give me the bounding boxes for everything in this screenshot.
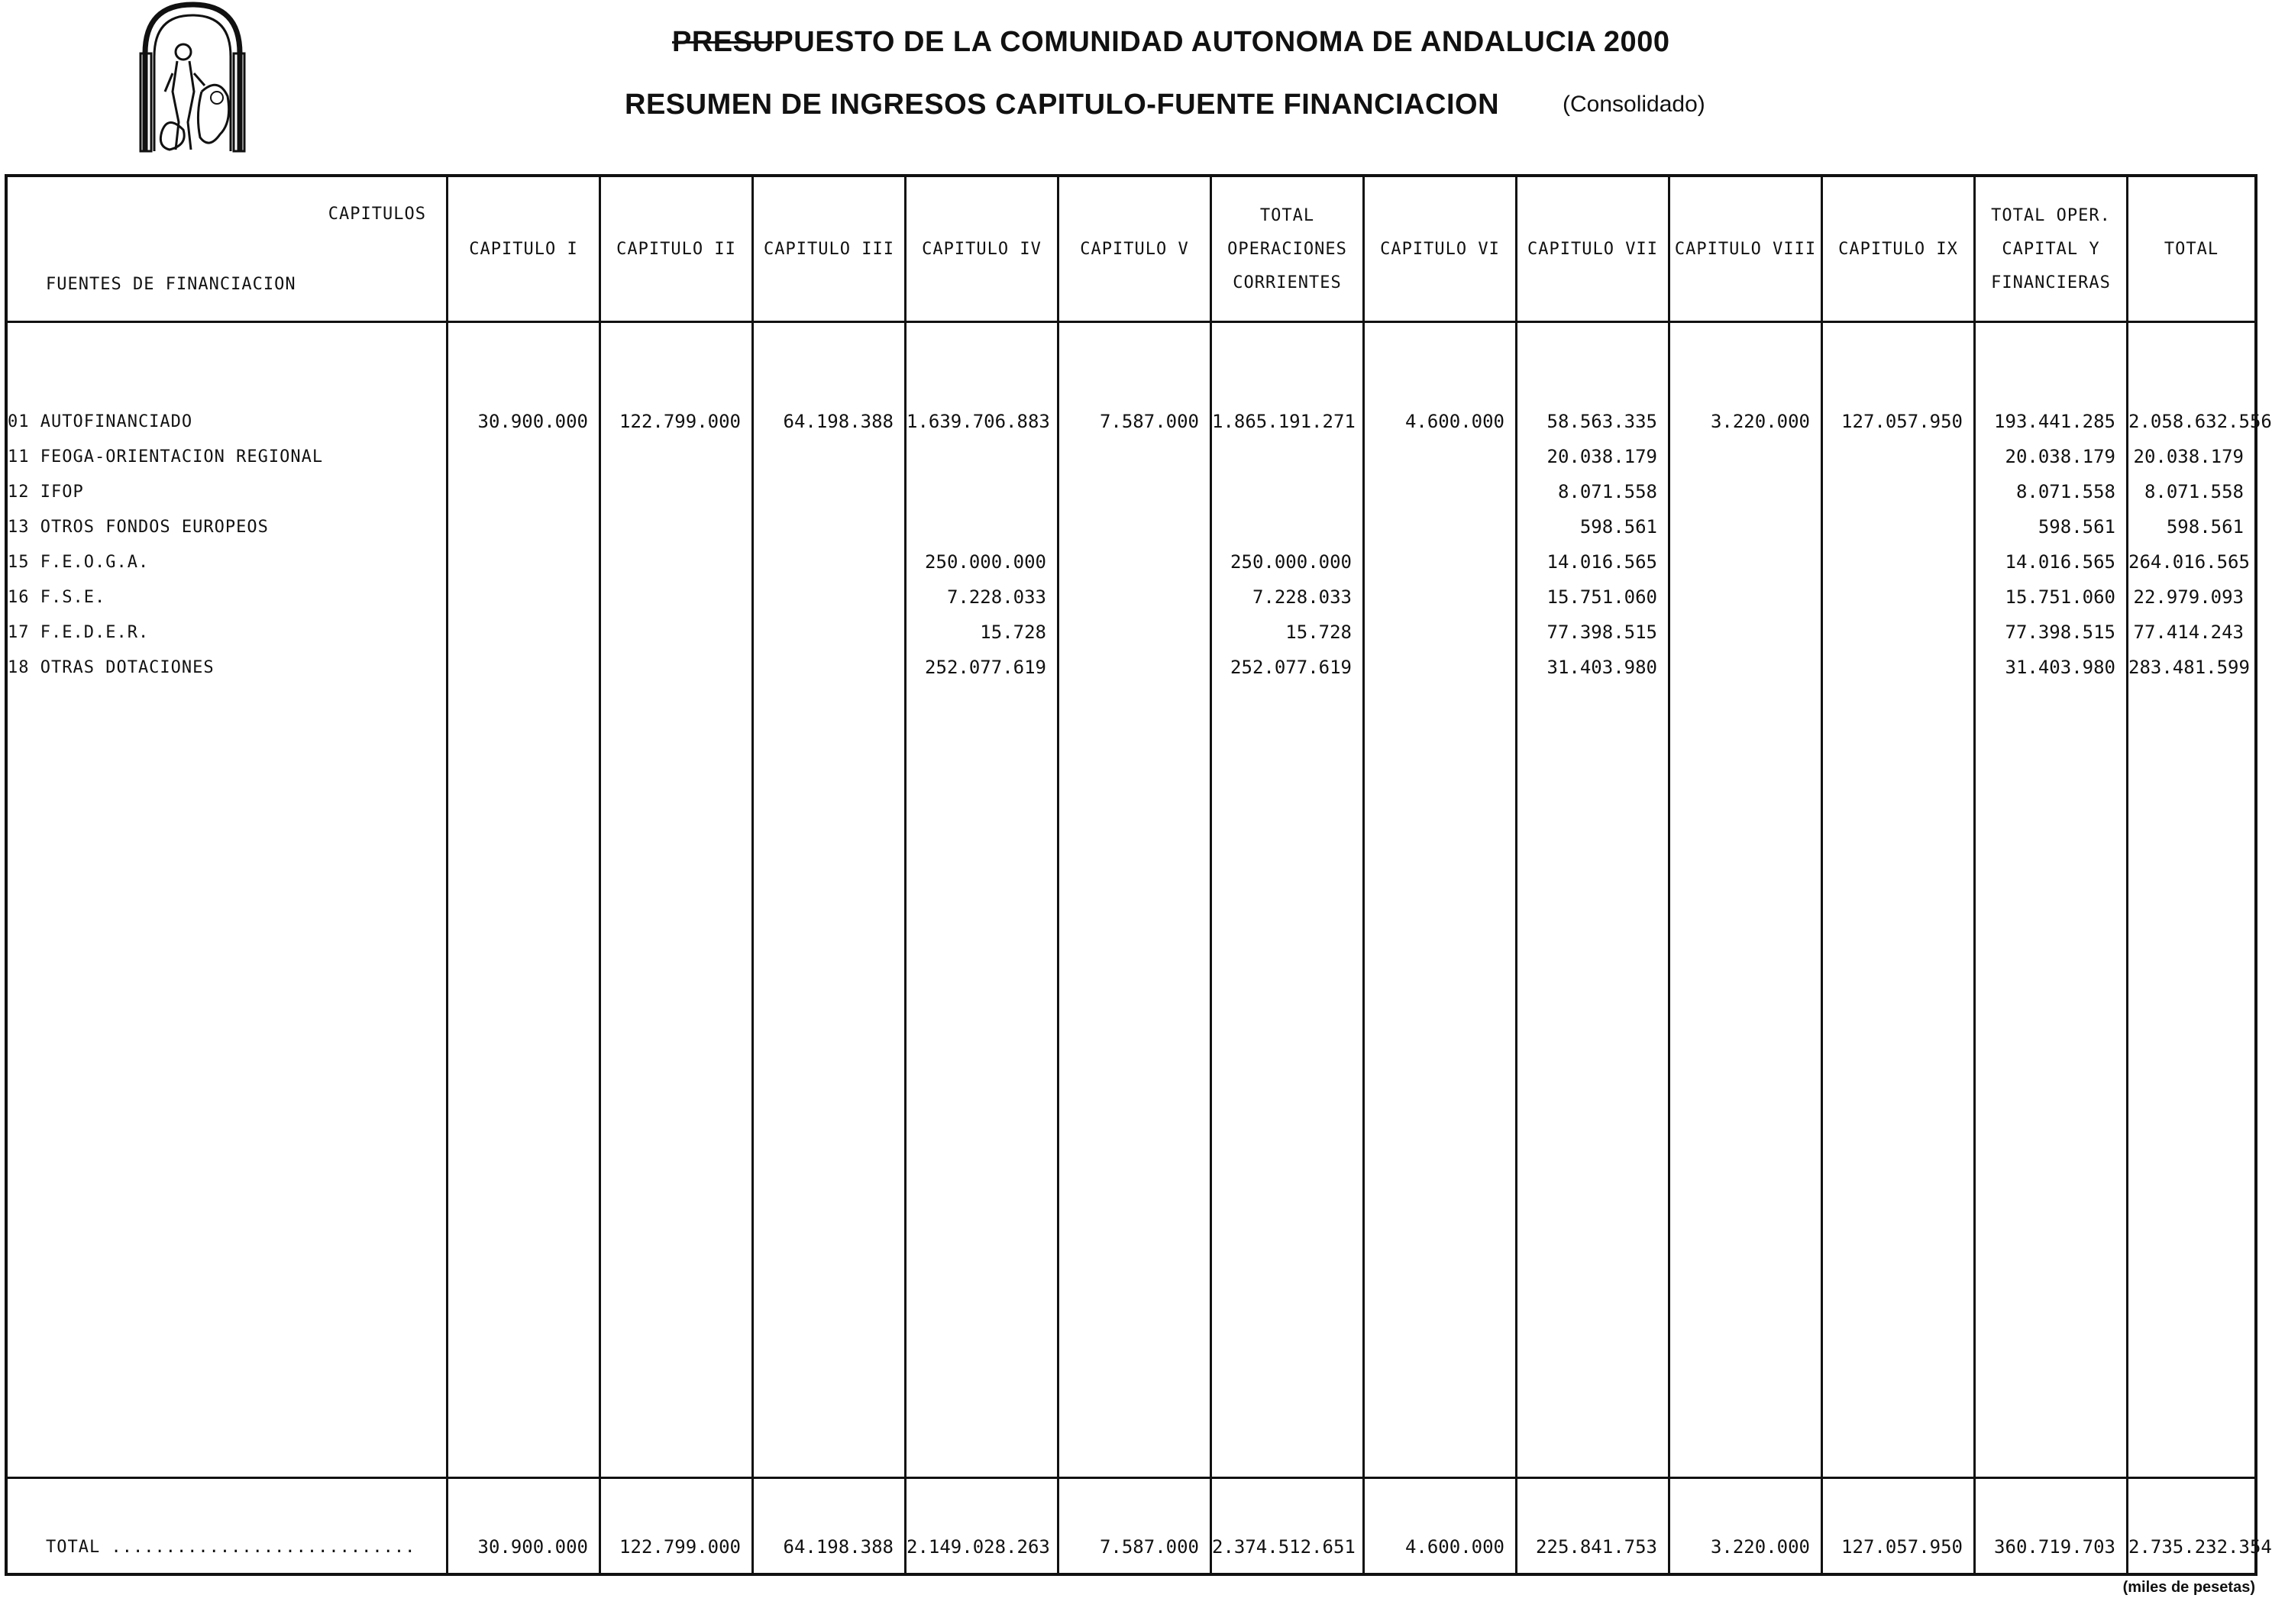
- column-header: TOTAL OPER. CAPITAL Y FINANCIERAS: [1991, 206, 2111, 292]
- table-cell: 8.071.558: [2015, 481, 2115, 502]
- column-header: TOTAL: [2164, 240, 2219, 259]
- table-cell: 15.728: [1285, 622, 1352, 643]
- table-cell: 4.600.000: [1404, 411, 1504, 432]
- table-cell: 3.220.000: [1710, 411, 1810, 432]
- row-label: 15 F.E.O.G.A.: [8, 553, 150, 572]
- table-cell: 7.228.033: [946, 586, 1046, 608]
- column-divider: [2126, 177, 2128, 1573]
- row-label: 01 AUTOFINANCIADO: [8, 412, 193, 431]
- table-cell: 127.057.950: [1841, 411, 1963, 432]
- column-header: CAPITULO IV: [922, 240, 1042, 259]
- total-cell: 225.841.753: [1536, 1536, 1657, 1558]
- table-cell: 31.403.980: [1546, 657, 1657, 678]
- table-cell: 1.639.706.883: [907, 411, 1050, 432]
- column-header: CAPITULO II: [616, 240, 736, 259]
- column-divider: [1362, 177, 1365, 1573]
- column-header: CAPITULO VI: [1380, 240, 1500, 259]
- table-cell: 598.561: [1579, 516, 1657, 538]
- table-cell: 598.561: [2038, 516, 2115, 538]
- table-cell: 8.071.558: [2144, 481, 2244, 502]
- total-cell: 122.799.000: [619, 1536, 741, 1558]
- table-cell: 15.728: [980, 622, 1046, 643]
- column-divider: [1973, 177, 1976, 1573]
- table-cell: 1.865.191.271: [1212, 411, 1356, 432]
- table-cell: 8.071.558: [1557, 481, 1657, 502]
- table-cell: 598.561: [2166, 516, 2244, 538]
- row-label: 13 OTROS FONDOS EUROPEOS: [8, 518, 269, 537]
- total-cell: 3.220.000: [1710, 1536, 1810, 1558]
- column-divider: [1057, 177, 1059, 1573]
- column-header: CAPITULO VIII: [1674, 240, 1817, 259]
- row-label: 12 IFOP: [8, 483, 84, 502]
- table-cell: 77.398.515: [2005, 622, 2115, 643]
- table-cell: 20.038.179: [1546, 446, 1657, 467]
- column-divider: [1668, 177, 1670, 1573]
- table-cell: 22.979.093: [2133, 586, 2244, 608]
- row-label: 17 F.E.D.E.R.: [8, 623, 150, 642]
- table-cell: 64.198.388: [783, 411, 894, 432]
- table-cell: 20.038.179: [2005, 446, 2115, 467]
- total-cell: 360.719.703: [1994, 1536, 2115, 1558]
- table-cell: 77.398.515: [1546, 622, 1657, 643]
- row-label: 11 FEOGA-ORIENTACION REGIONAL: [8, 447, 324, 467]
- table-cell: 250.000.000: [1230, 551, 1352, 573]
- column-divider: [446, 177, 448, 1573]
- total-row-label: TOTAL ............................: [46, 1538, 416, 1557]
- total-divider: [8, 1477, 2254, 1479]
- column-header: CAPITULO V: [1080, 240, 1189, 259]
- table-cell: 15.751.060: [1546, 586, 1657, 608]
- column-divider: [599, 177, 601, 1573]
- total-cell: 2.735.232.354: [2128, 1536, 2272, 1558]
- column-divider: [751, 177, 754, 1573]
- total-cell: 4.600.000: [1404, 1536, 1504, 1558]
- table-cell: 7.228.033: [1252, 586, 1352, 608]
- table-cell: 283.481.599: [2128, 657, 2250, 678]
- column-divider: [904, 177, 907, 1573]
- column-divider: [1210, 177, 1212, 1573]
- column-header: TOTAL OPERACIONES CORRIENTES: [1227, 206, 1347, 292]
- total-cell: 30.900.000: [477, 1536, 588, 1558]
- summary-table: [5, 174, 2272, 1576]
- corner-header: [8, 177, 426, 321]
- table-cell: 30.900.000: [477, 411, 588, 432]
- column-header: CAPITULO IX: [1838, 240, 1958, 259]
- row-label: 18 OTRAS DOTACIONES: [8, 658, 215, 677]
- table-cell: 122.799.000: [619, 411, 741, 432]
- total-cell: 2.149.028.263: [907, 1536, 1050, 1558]
- column-divider: [1821, 177, 1823, 1573]
- total-cell: 64.198.388: [783, 1536, 894, 1558]
- table-cell: 7.587.000: [1099, 411, 1199, 432]
- title-text: PUESTO DE LA COMUNIDAD AUTONOMA DE ANDALUCIA 2000: [774, 26, 1670, 58]
- table-cell: 252.077.619: [1230, 657, 1352, 678]
- corner-bottom-label: FUENTES DE FINANCIACION: [46, 275, 296, 294]
- corner-top-label: CAPITULOS: [328, 205, 426, 224]
- andalucia-coat-of-arms-icon: [134, 0, 250, 153]
- column-header: CAPITULO I: [469, 240, 578, 259]
- table-cell: 20.038.179: [2133, 446, 2244, 467]
- total-cell: 2.374.512.651: [1212, 1536, 1356, 1558]
- total-cell: 7.587.000: [1099, 1536, 1199, 1558]
- scope-label: (Consolidado): [1563, 92, 1705, 117]
- page-title: [672, 26, 1669, 59]
- table-cell: 15.751.060: [2005, 586, 2115, 608]
- title-struck-text: PRESU: [672, 26, 774, 58]
- table-cell: 58.563.335: [1546, 411, 1657, 432]
- table-cell: 14.016.565: [1546, 551, 1657, 573]
- table-cell: 250.000.000: [925, 551, 1046, 573]
- table-cell: 264.016.565: [2128, 551, 2250, 573]
- table-cell: 2.058.632.556: [2128, 411, 2272, 432]
- table-cell: 14.016.565: [2005, 551, 2115, 573]
- table-cell: 252.077.619: [925, 657, 1046, 678]
- total-cell: 127.057.950: [1841, 1536, 1963, 1558]
- column-header: CAPITULO III: [764, 240, 894, 259]
- column-header: CAPITULO VII: [1527, 240, 1658, 259]
- table-cell: 77.414.243: [2133, 622, 2244, 643]
- table-cell: 193.441.285: [1994, 411, 2115, 432]
- page-subtitle: RESUMEN DE INGRESOS CAPITULO-FUENTE FINANCIACION: [625, 89, 1500, 121]
- column-divider: [1515, 177, 1517, 1573]
- table-cell: 31.403.980: [2005, 657, 2115, 678]
- row-label: 16 F.S.E.: [8, 588, 106, 607]
- units-note: (miles de pesetas): [2122, 1579, 2255, 1596]
